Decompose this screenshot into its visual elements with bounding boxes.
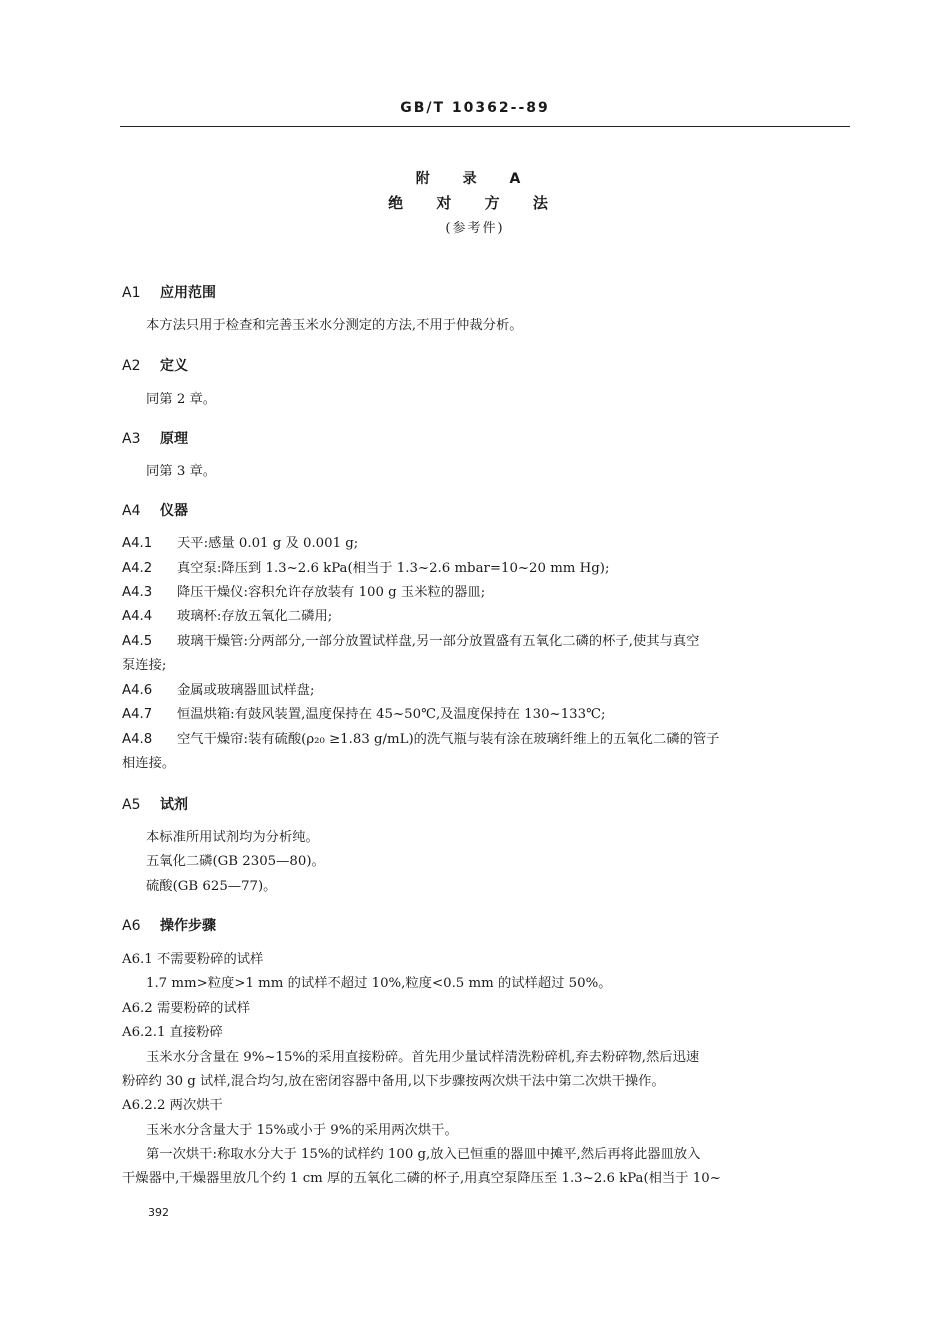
paragraph: 玉米水分含量大于 15%或小于 9%的采用两次烘干。: [146, 1123, 458, 1138]
section-a1-heading: [122, 282, 216, 302]
document-header: GB/T 10362--89: [400, 100, 550, 116]
item-text: 天平:感量 0.01 g 及 0.001 g;: [177, 536, 359, 551]
header-rule: [120, 126, 850, 127]
section-a5-heading: [122, 794, 188, 814]
section-a3-text: 同第 3 章。: [146, 464, 217, 479]
reagent-line: 本标准所用试剂均为分析纯。: [146, 830, 319, 845]
item-continuation: 泵连接;: [122, 658, 167, 673]
page-number: 392: [148, 1206, 169, 1219]
section-number: A3: [122, 431, 141, 447]
section-title: 原理: [160, 431, 188, 447]
section-number: A4: [122, 503, 141, 519]
section-number: A6: [122, 918, 141, 934]
section-title: 仪器: [160, 503, 188, 519]
list-item: [122, 607, 332, 627]
item-number: A4.7: [122, 707, 153, 722]
list-item: [122, 632, 699, 652]
paragraph: 第一次烘干:称取水分大于 15%的试样约 100 g,放入已恒重的器皿中摊平,然后再将此器皿放入: [146, 1147, 701, 1162]
paragraph: 1.7 mm>粒度>1 mm 的试样不超过 10%,粒度<0.5 mm 的试样超过 50%。: [146, 976, 612, 991]
section-a3-heading: [122, 428, 188, 448]
paragraph: 玉米水分含量在 9%~15%的采用直接粉碎。首先用少量试样清洗粉碎机,弃去粉碎物,然后迅速: [146, 1050, 700, 1065]
item-text: 金属或玻璃器皿试样盘;: [177, 683, 315, 698]
list-item: [122, 705, 605, 725]
section-title: 试剂: [160, 797, 188, 813]
appendix-subtitle: (参考件): [445, 221, 505, 236]
section-title: 操作步骤: [160, 918, 216, 934]
section-title: 定义: [160, 358, 188, 374]
item-text: 恒温烘箱:有鼓风装置,温度保持在 45~50℃,及温度保持在 130~133℃;: [177, 707, 606, 722]
list-item: [122, 534, 358, 554]
appendix-label: 附 录 A: [415, 171, 535, 187]
section-title: 应用范围: [160, 285, 216, 301]
section-number: A1: [122, 285, 141, 301]
subsection-heading: A6.2 需要粉碎的试样: [122, 1001, 251, 1016]
paragraph: 粉碎约 30 g 试样,混合均匀,放在密闭容器中备用,以下步骤按两次烘干法中第二次烘干操作。: [122, 1074, 665, 1089]
reagent-line: 五氧化二磷(GB 2305—80)。: [146, 854, 325, 869]
item-text: 降压干燥仪:容积允许存放装有 100 g 玉米粒的器皿;: [177, 585, 486, 600]
item-number: A4.4: [122, 609, 153, 624]
section-a4-heading: [122, 500, 188, 520]
list-item: [122, 583, 485, 603]
item-number: A4.3: [122, 585, 153, 600]
item-number: A4.6: [122, 683, 153, 698]
list-item: [122, 559, 609, 579]
paragraph: 干燥器中,干燥器里放几个约 1 cm 厚的五氧化二磷的杯子,用真空泵降压至 1.3~2.6 kPa(相当于 10~: [122, 1171, 721, 1186]
reagent-line: 硫酸(GB 625—77)。: [146, 879, 277, 894]
item-text: 玻璃杯:存放五氧化二磷用;: [177, 609, 333, 624]
item-text: 空气干燥帘:装有硫酸(ρ₂₀ ≥1.83 g/mL)的洗气瓶与装有涂在玻璃纤维上的五氧化二磷的管子: [177, 732, 720, 747]
item-number: A4.2: [122, 561, 153, 576]
list-item: [122, 730, 719, 750]
section-a2-text: 同第 2 章。: [146, 392, 217, 407]
section-number: A5: [122, 797, 141, 813]
item-number: A4.1: [122, 536, 153, 551]
subsection-heading: A6.2.1 直接粉碎: [122, 1025, 223, 1040]
appendix-title: 绝 对 方 法: [388, 194, 562, 212]
subsection-heading: A6.1 不需要粉碎的试样: [122, 952, 264, 967]
subsection-heading: A6.2.2 两次烘干: [122, 1098, 223, 1113]
section-a6-heading: [122, 915, 216, 935]
section-number: A2: [122, 358, 141, 374]
item-continuation: 相连接。: [122, 756, 176, 771]
item-text: 真空泵:降压到 1.3~2.6 kPa(相当于 1.3~2.6 mbar=10~20 mm Hg);: [177, 561, 610, 576]
list-item: [122, 681, 314, 701]
item-number: A4.8: [122, 732, 153, 747]
item-number: A4.5: [122, 634, 153, 649]
section-a1-text: 本方法只用于检查和完善玉米水分测定的方法,不用于仲裁分析。: [146, 318, 523, 333]
item-text: 玻璃干燥管:分两部分,一部分放置试样盘,另一部分放置盛有五氧化二磷的杯子,使其与真空: [177, 634, 700, 649]
section-a2-heading: [122, 355, 188, 375]
